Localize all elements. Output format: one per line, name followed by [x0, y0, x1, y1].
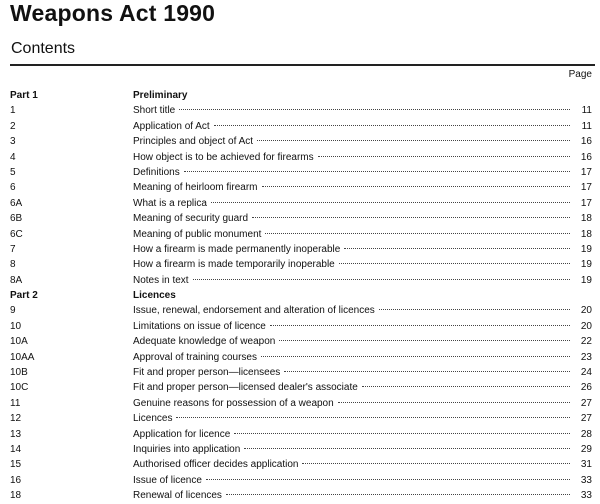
- toc-title-wrap: [133, 303, 570, 318]
- dot-leader: [257, 140, 570, 141]
- toc-page-number: 17: [580, 182, 592, 194]
- document-title: Weapons Act 1990: [10, 0, 216, 26]
- toc-entry: [0, 380, 600, 395]
- toc-page-number: 22: [580, 336, 592, 348]
- toc-entry: [0, 319, 600, 334]
- toc-page-number: 33: [580, 490, 592, 502]
- dot-leader: [270, 325, 570, 326]
- toc-entry: [0, 457, 600, 472]
- toc-section-number: 11: [10, 397, 21, 409]
- contents-heading: Contents: [11, 40, 76, 57]
- toc-section-title: Adequate knowledge of weapon: [133, 336, 276, 348]
- toc-entry: [0, 165, 600, 180]
- dot-leader: [206, 479, 570, 480]
- dot-leader: [184, 171, 570, 172]
- toc-entry: [0, 242, 600, 257]
- toc-title-wrap: [133, 150, 570, 165]
- toc-entry: [0, 334, 600, 349]
- toc-section-number: 10AA: [10, 351, 35, 363]
- toc-page-number: 27: [580, 413, 592, 425]
- dot-leader: [302, 463, 570, 464]
- toc-page-number: 31: [580, 459, 592, 471]
- toc-entry: [0, 150, 600, 165]
- toc-title-wrap: [133, 257, 570, 272]
- toc-section-title: Issue, renewal, endorsement and alteration of licences: [133, 305, 375, 317]
- toc-section-title: Application for licence: [133, 428, 231, 440]
- dot-leader: [193, 279, 570, 280]
- toc-title-wrap: [133, 457, 570, 472]
- toc-entry: [0, 411, 600, 426]
- dot-leader: [179, 109, 570, 110]
- toc-entry: [0, 119, 600, 134]
- toc-section-title: Inquiries into application: [133, 443, 241, 455]
- toc-title-wrap: [133, 442, 570, 457]
- toc-entry: [0, 365, 600, 380]
- toc-section-title: Meaning of heirloom firearm: [133, 182, 258, 194]
- toc-section-number: 10: [10, 320, 22, 332]
- dot-leader: [211, 202, 570, 203]
- dot-leader: [214, 125, 570, 126]
- toc-section-number: 15: [10, 459, 22, 471]
- heading-rule: [10, 64, 595, 66]
- toc-section-title: Issue of licence: [133, 474, 202, 486]
- toc-title-wrap: [133, 134, 570, 149]
- toc-entry: [0, 396, 600, 411]
- toc-section-title: Meaning of public monument: [133, 228, 262, 240]
- toc-title-wrap: [133, 334, 570, 349]
- toc-section-number: 3: [10, 136, 16, 148]
- toc-page-number: 23: [580, 351, 592, 363]
- dot-leader: [338, 402, 570, 403]
- toc-page-number: 18: [580, 228, 592, 240]
- dot-leader: [261, 356, 570, 357]
- toc-page-number: 17: [580, 197, 592, 209]
- toc-title-wrap: [133, 473, 570, 488]
- toc-section-number: 7: [10, 243, 16, 255]
- toc-title-wrap: [133, 211, 570, 226]
- toc-entry: [0, 488, 600, 503]
- toc-title-wrap: [133, 242, 570, 257]
- toc-title-wrap: [133, 103, 570, 118]
- toc-page-number: 19: [580, 259, 592, 271]
- toc-page-number: 11: [581, 120, 592, 132]
- toc-section-title: Application of Act: [133, 120, 210, 132]
- toc-section-number: 12: [10, 413, 22, 425]
- toc-title-wrap: [133, 165, 570, 180]
- dot-leader: [344, 248, 570, 249]
- toc-entry: [0, 350, 600, 365]
- page-column-label: Page: [568, 69, 592, 80]
- dot-leader: [176, 417, 570, 418]
- table-of-contents: [0, 88, 600, 504]
- toc-section-number: Part 1: [10, 90, 38, 101]
- toc-page-number: 16: [580, 136, 592, 148]
- dot-leader: [362, 386, 570, 387]
- toc-entry: [0, 211, 600, 226]
- toc-section-title: Fit and proper person—licensees: [133, 367, 281, 379]
- toc-entry: [0, 427, 600, 442]
- toc-title-wrap: [133, 488, 570, 503]
- toc-section-title: Approval of training courses: [133, 351, 257, 363]
- toc-title-wrap: [133, 319, 570, 334]
- toc-page-number: 29: [580, 443, 592, 455]
- toc-section-title: Renewal of licences: [133, 490, 222, 502]
- toc-section-title: Short title: [133, 105, 176, 117]
- toc-section-title: How a firearm is made temporarily inoperable: [133, 259, 335, 271]
- toc-title-wrap: [133, 180, 570, 195]
- toc-title-wrap: [133, 427, 570, 442]
- toc-page-number: 18: [580, 213, 592, 225]
- dot-leader: [379, 309, 570, 310]
- toc-title-wrap: [133, 365, 570, 380]
- dot-leader: [284, 371, 570, 372]
- toc-entry: [0, 196, 600, 211]
- toc-entry: [0, 227, 600, 242]
- toc-page-number: 19: [580, 243, 592, 255]
- toc-entry: [0, 303, 600, 318]
- toc-title-wrap: [133, 288, 570, 303]
- toc-page-number: 26: [580, 382, 592, 394]
- toc-section-title: Meaning of security guard: [133, 213, 249, 225]
- toc-section-number: 5: [10, 166, 16, 178]
- toc-section-number: 8: [10, 259, 16, 271]
- toc-section-title: What is a replica: [133, 197, 207, 209]
- toc-title-wrap: [133, 227, 570, 242]
- toc-entry: [0, 180, 600, 195]
- toc-entry: [0, 442, 600, 457]
- toc-section-number: 16: [10, 474, 22, 486]
- toc-part-heading: [0, 88, 600, 103]
- toc-section-number: 10B: [10, 367, 28, 379]
- dot-leader: [339, 263, 570, 264]
- toc-section-number: 2: [10, 120, 16, 132]
- toc-page-number: 16: [580, 151, 592, 163]
- dot-leader: [318, 156, 570, 157]
- toc-section-number: 10C: [10, 382, 29, 394]
- toc-section-number: 6: [10, 182, 16, 194]
- dot-leader: [234, 433, 570, 434]
- toc-page-number: 28: [580, 428, 592, 440]
- toc-page-number: 17: [580, 166, 592, 178]
- toc-page-number: 33: [580, 474, 592, 486]
- toc-title-wrap: [133, 350, 570, 365]
- toc-entry: [0, 273, 600, 288]
- toc-entry: [0, 257, 600, 272]
- toc-page-number: 11: [581, 105, 592, 117]
- toc-page-number: 20: [580, 320, 592, 332]
- toc-title-wrap: [133, 119, 570, 134]
- toc-section-number: 6B: [10, 213, 23, 225]
- toc-page-number: 24: [580, 367, 592, 379]
- toc-title-wrap: [133, 396, 570, 411]
- toc-section-number: 9: [10, 305, 16, 317]
- dot-leader: [252, 217, 570, 218]
- toc-section-title: Limitations on issue of licence: [133, 320, 266, 332]
- toc-section-number: 18: [10, 490, 22, 502]
- toc-title-wrap: [133, 380, 570, 395]
- toc-section-number: 13: [10, 428, 22, 440]
- toc-section-title: Genuine reasons for possession of a weapon: [133, 397, 334, 409]
- toc-section-number: Part 2: [10, 290, 38, 302]
- toc-title-wrap: [133, 273, 570, 288]
- dot-leader: [226, 494, 570, 495]
- toc-section-title: Licences: [133, 290, 176, 302]
- toc-section-number: 14: [10, 443, 22, 455]
- dot-leader: [279, 340, 570, 341]
- toc-section-title: Fit and proper person—licensed dealer's associate: [133, 382, 358, 394]
- toc-entry: [0, 134, 600, 149]
- toc-page-number: 20: [580, 305, 592, 317]
- toc-section-number: 6C: [10, 228, 23, 240]
- toc-section-number: 8A: [10, 274, 23, 286]
- toc-section-title: Definitions: [133, 166, 180, 178]
- toc-title-wrap: [133, 196, 570, 211]
- toc-section-title: Notes in text: [133, 274, 189, 286]
- toc-section-number: 6A: [10, 197, 23, 209]
- dot-leader: [244, 448, 570, 449]
- toc-section-number: 4: [10, 151, 16, 163]
- toc-title-wrap: [133, 88, 570, 103]
- dot-leader: [265, 233, 570, 234]
- toc-entry: [0, 103, 600, 118]
- toc-section-number: 1: [10, 105, 16, 117]
- toc-section-number: 10A: [10, 336, 28, 348]
- toc-section-title: Preliminary: [133, 90, 188, 101]
- toc-section-title: Principles and object of Act: [133, 136, 254, 148]
- toc-section-title: Authorised officer decides application: [133, 459, 299, 471]
- toc-section-title: How a firearm is made permanently inoperable: [133, 243, 341, 255]
- toc-title-wrap: [133, 411, 570, 426]
- toc-section-title: How object is to be achieved for firearms: [133, 151, 314, 163]
- toc-section-title: Licences: [133, 413, 173, 425]
- toc-page-number: 19: [580, 274, 592, 286]
- toc-entry: [0, 473, 600, 488]
- toc-page-number: 27: [580, 397, 592, 409]
- dot-leader: [262, 186, 571, 187]
- toc-part-heading: [0, 288, 600, 303]
